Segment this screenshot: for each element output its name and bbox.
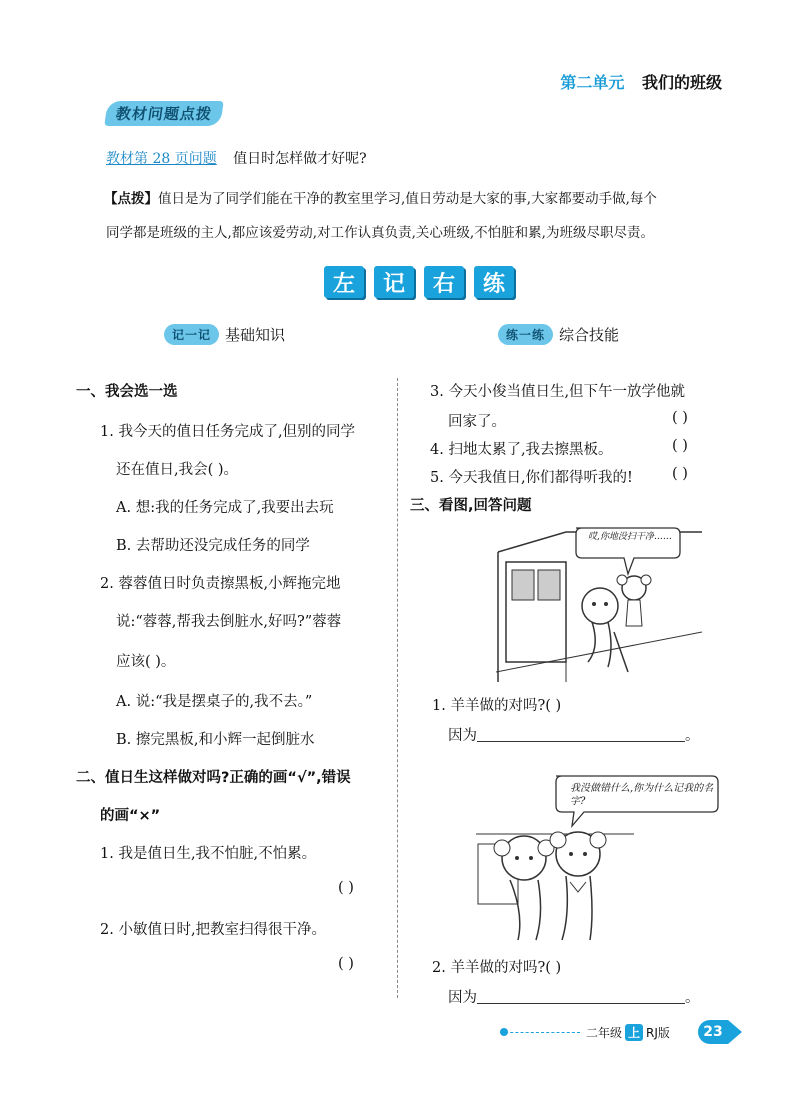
s3-q1-reason-blank[interactable] [477, 741, 685, 742]
s2-q4-answer-blank[interactable]: ( ) [672, 438, 688, 454]
section-2-title-line-2: 的画“×” [100, 808, 161, 824]
s2-q2-answer-blank[interactable]: ( ) [338, 956, 354, 972]
question-text: 值日时怎样做才好呢? [233, 151, 367, 167]
s3-q1-reason-end: 。 [685, 728, 700, 744]
s3-q2-reason-label: 因为 [448, 990, 477, 1006]
column-divider [397, 378, 398, 998]
page-arrow-icon [728, 1020, 742, 1044]
section-2-title-line-1: 二、值日生这样做对吗?正确的画“√”,错误 [76, 770, 351, 786]
footer-edition: RJ版 [646, 1026, 670, 1040]
q1-line-2: 还在值日,我会( )。 [116, 462, 239, 478]
page-number: 23 [698, 1020, 728, 1044]
banner-char: 右 [424, 266, 464, 298]
q1-option-a: A. 想:我的任务完成了,我要出去玩 [116, 500, 334, 516]
q2-option-b: B. 擦完黑板,和小辉一起倒脏水 [116, 732, 315, 748]
q2-line-3: 应该( )。 [116, 654, 176, 670]
q2-option-a: A. 说:“我是摆桌子的,我不去。” [116, 694, 313, 710]
s2-q4: 4. 扫地太累了,我去擦黑板。 [430, 442, 613, 458]
right-head-text: 综合技能 [559, 326, 620, 344]
left-head-pill: 记一记 [164, 324, 219, 345]
left-head-text: 基础知识 [225, 326, 286, 344]
tip-line-1: 值日是为了同学们能在干净的教室里学习,值日劳动是大家的事,大家都要动手做,每个 [158, 191, 657, 207]
footer-dash-line [500, 1032, 580, 1033]
right-head-pill: 练一练 [498, 324, 553, 345]
s2-q5: 5. 今天我值日,你们都得听我的! [430, 470, 633, 486]
tip-line-2: 同学都是班级的主人,都应该爱劳动,对工作认真负责,关心班级,不怕脏和累,为班级尽职尽责。 [106, 225, 654, 241]
s2-q3-line-1: 3. 今天小俊当值日生,但下午一放学他就 [430, 384, 686, 400]
s2-q1: 1. 我是值日生,我不怕脏,不怕累。 [100, 846, 317, 862]
section-1-title: 一、我会选一选 [76, 384, 178, 400]
unit-header [560, 70, 722, 93]
unit-label: 第二单元 [560, 73, 625, 92]
left-column-head [164, 324, 285, 345]
s2-q2: 2. 小敏值日时,把教室扫得很干净。 [100, 922, 327, 938]
footer-grade: 二年级 [586, 1026, 623, 1040]
textbook-section-tag [106, 100, 222, 126]
s3-q2-reason-blank[interactable] [477, 1003, 685, 1004]
s2-q5-answer-blank[interactable]: ( ) [672, 466, 688, 482]
tip-label: 【点拨】 [104, 191, 158, 207]
banner-char: 练 [474, 266, 514, 298]
s2-q1-answer-blank[interactable]: ( ) [338, 880, 354, 896]
comic-1-bubble-text: 哎,你地没扫干净…… [588, 532, 672, 542]
footer-volume: 上 [625, 1024, 643, 1041]
right-column-head [498, 324, 619, 345]
banner-char: 左 [324, 266, 364, 298]
comic-1 [496, 522, 702, 686]
q2-line-2: 说:“蓉蓉,帮我去倒脏水,好吗?”蓉蓉 [116, 614, 342, 630]
banner [324, 266, 514, 298]
comic-2 [474, 774, 720, 942]
footer-grade-info [586, 1024, 670, 1041]
s2-q3-line-2: 回家了。 [448, 414, 506, 430]
textbook-question-line [106, 148, 367, 168]
question-reference: 教材第 28 页问题 [106, 151, 217, 167]
q2-line-1: 2. 蓉蓉值日时负责擦黑板,小辉拖完地 [100, 576, 341, 592]
s2-q3-answer-blank[interactable]: ( ) [672, 410, 688, 426]
s3-q1: 1. 羊羊做的对吗?( ) [432, 698, 562, 714]
s3-q2-reason-end: 。 [685, 990, 700, 1006]
textbook-section-tag-label: 教材问题点拨 [104, 101, 224, 126]
comic-1-illustration [496, 522, 702, 686]
s3-q1-reason-label: 因为 [448, 728, 477, 744]
section-3-title: 三、看图,回答问题 [410, 498, 532, 514]
unit-title: 我们的班级 [641, 73, 722, 92]
q1-line-1: 1. 我今天的值日任务完成了,但别的同学 [100, 424, 356, 440]
page-footer [500, 1022, 750, 1044]
banner-char: 记 [374, 266, 414, 298]
q1-option-b: B. 去帮助还没完成任务的同学 [116, 538, 310, 554]
s3-q1-reason [448, 724, 700, 745]
comic-2-bubble-text: 我没做错什么,你为什么记我的名字? [570, 783, 714, 807]
s3-q2-reason [448, 986, 700, 1007]
s3-q2: 2. 羊羊做的对吗?( ) [432, 960, 562, 976]
tip-paragraph [104, 182, 734, 250]
